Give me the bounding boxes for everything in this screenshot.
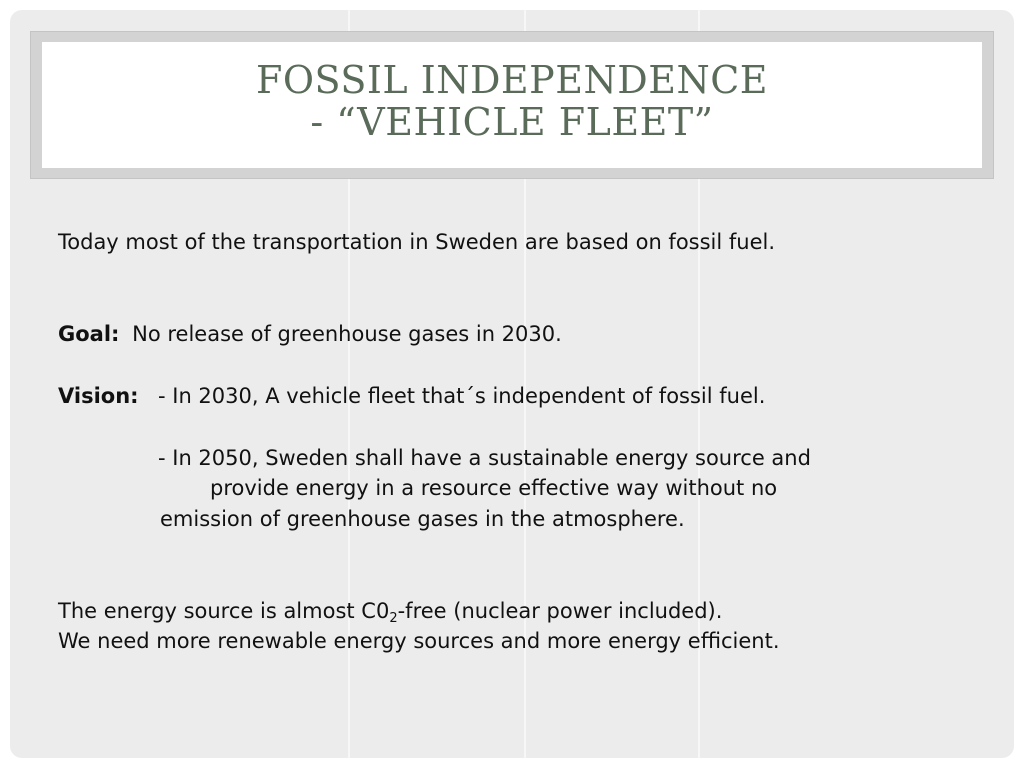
vision-item-2-line-1: - In 2050, Sweden shall have a sustainable energy source and bbox=[158, 446, 811, 470]
vision-item-2-line-3: emission of greenhouse gases in the atmosphere. bbox=[160, 507, 685, 531]
goal-label: Goal: bbox=[58, 322, 120, 346]
vision-label: Vision: bbox=[58, 384, 139, 408]
intro-text: Today most of the transportation in Sweden are based on fossil fuel. bbox=[58, 230, 776, 254]
closing-line-1-pre: The energy source is almost C0 bbox=[58, 599, 390, 623]
goal-text: No release of greenhouse gases in 2030. bbox=[132, 322, 562, 346]
slide-title bbox=[42, 59, 982, 143]
title-frame bbox=[30, 31, 994, 179]
title-line-2: - “VEHICLE FLEET” bbox=[310, 100, 714, 144]
goal-row bbox=[58, 322, 562, 346]
slide bbox=[10, 10, 1014, 758]
closing-line-1 bbox=[58, 599, 723, 626]
vision-item-1: - In 2030, A vehicle fleet that´s independent of fossil fuel. bbox=[158, 384, 766, 408]
closing-line-2: We need more renewable energy sources and more energy efficient. bbox=[58, 629, 780, 653]
title-line-1: FOSSIL INDEPENDENCE bbox=[255, 58, 769, 102]
vision-item-2-line-2: provide energy in a resource effective way without no bbox=[210, 476, 778, 500]
closing-line-1-post: -free (nuclear power included). bbox=[397, 599, 723, 623]
title-box bbox=[42, 42, 982, 168]
closing-line-1-subscript: 2 bbox=[389, 611, 398, 626]
